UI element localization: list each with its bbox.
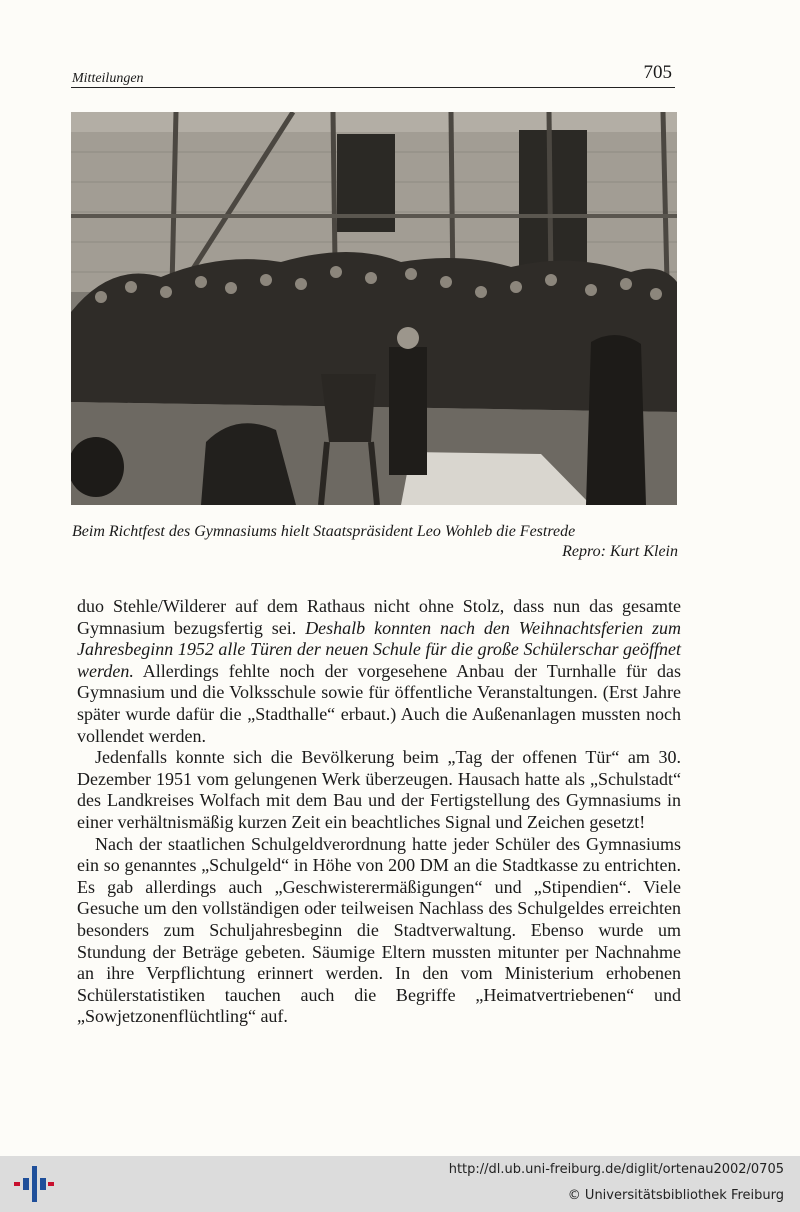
caption-text: Beim Richtfest des Gymnasiums hielt Staatspräsident Leo Wohleb die Festrede — [72, 523, 576, 540]
ub-freiburg-logo-icon — [14, 1164, 54, 1209]
paragraph-text: duo Stehle/Wilderer auf dem Rathaus nicht ohne Stolz, dass nun das gesamte Gymnasium bezugsfertig sei. — [77, 596, 681, 638]
body-text — [77, 596, 681, 1028]
running-header-section: Mitteilungen — [72, 71, 144, 86]
page-number: 705 — [643, 62, 672, 83]
photo-credit: Repro: Kurt Klein — [562, 543, 678, 560]
copyright-notice: © Universitätsbibliothek Freiburg — [567, 1188, 784, 1203]
source-url[interactable]: http://dl.ub.uni-freiburg.de/diglit/ortenau2002/0705 — [448, 1162, 784, 1177]
paragraph: Nach der staatlichen Schulgeldverordnung hatte jeder Schüler des Gymnasiums ein so genanntes „Schulgeld“ in Höhe von 200 DM an die Stadtkasse zu entrichten. Es gab allerdings auch „Geschwisterermäßigungen“ und „Stipendien“. Viele Gesuche um den vollständigen oder teilweisen Nachlass des Schulgeldes erreichten besonders zum Schuljahresbeginn die Stadtverwaltung. Ebenso wurde um Stundung der Beträge gebeten. Säumige Eltern mussten mitunter per Nachnahme an ihre Verpflichtung erinnert werden. In den vom Ministerium erhobenen Schülerstatistiken tauchen auch die Begriffe „Heimatvertriebenen“ und „Sowjetzonenflüchtling“ auf. — [77, 833, 681, 1027]
footer-bar — [0, 1156, 800, 1212]
paragraph: Jedenfalls konnte sich die Bevölkerung beim „Tag der offenen Tür“ am 30. Dezember 1951 vom gelungenen Werk überzeugen. Hausach hatte als „Schulstadt“ des Landkreises Wolfach mit dem Bau und der Fertigstellung des Gymnasiums in einer verhältnismäßig kurzen Zeit ein beachtliches Signal und Zeichen gesetzt! — [77, 747, 681, 832]
paragraph — [77, 596, 681, 747]
historical-photo — [71, 112, 677, 505]
paragraph-text: Allerdings fehlte noch der vorgesehene Anbau der Turnhalle für das Gymnasium und die Volksschule sowie für öffentliche Veranstaltungen. (Erst Jahre später wurde dafür die „Stadthalle“ erbaut.) Auch die Außenanlagen mussten noch vollendet werden. — [77, 660, 681, 746]
photo-caption — [72, 522, 678, 562]
emphasized-quote: Deshalb konnten nach den Weihnachtsferien zum Jahresbeginn 1952 alle Türen der neuen Schule für die große Schülerschar geöffnet werden. — [77, 617, 681, 681]
header-rule — [71, 87, 675, 88]
